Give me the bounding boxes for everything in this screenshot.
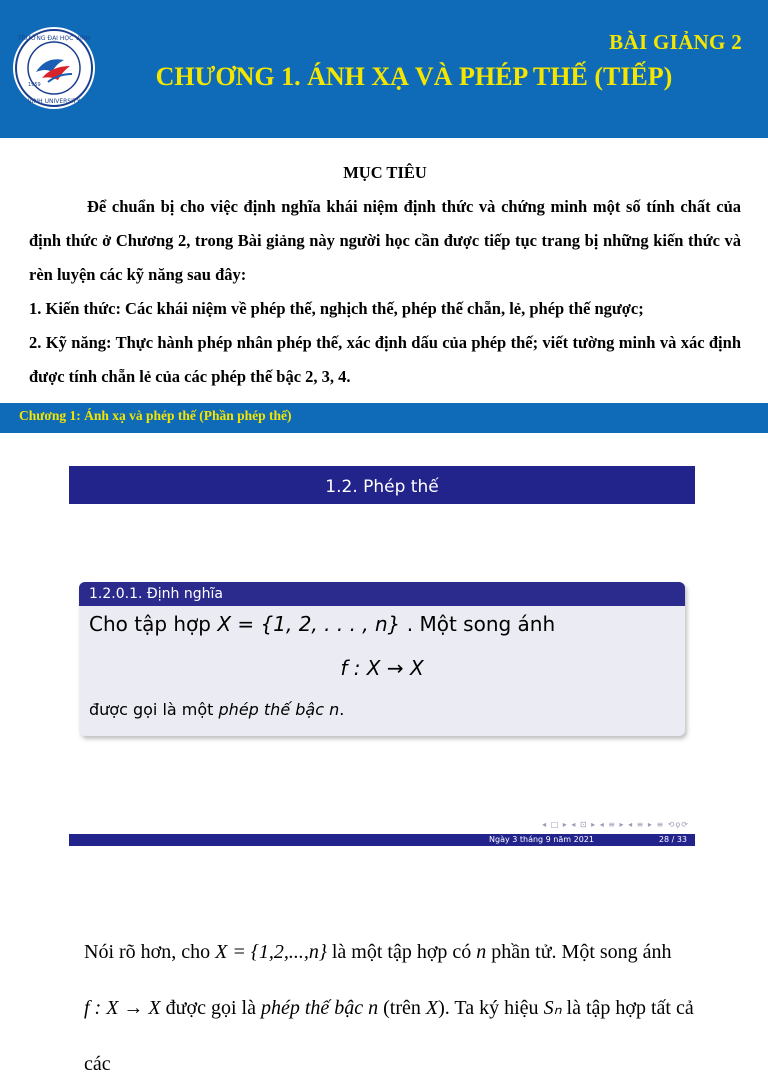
objectives-section (29, 160, 741, 394)
definition-text: Cho tập hợp (89, 612, 218, 636)
definition-line-2 (79, 656, 685, 680)
body-text: là tập hợp tất cả các (84, 997, 694, 1075)
definition-text: được gọi là một (89, 700, 219, 719)
svg-text:TRƯỜNG ĐẠI HỌC VINH: TRƯỜNG ĐẠI HỌC VINH (17, 35, 91, 42)
section-strip: Chương 1: Ánh xạ và phép thế (Phần phép thế) (0, 403, 768, 433)
slide-image (69, 466, 695, 848)
defined-term: phép thế bậc n (260, 997, 379, 1019)
defined-term: phép thế bậc n (218, 700, 340, 719)
slide-page-number: 28 / 33 (658, 835, 687, 844)
beamer-nav-icons: ◂ □ ▸ ◂ ⊡ ▸ ◂ ≡ ▸ ◂ ≡ ▸ ≡ ⟲ϙ⟳ (542, 820, 689, 829)
objectives-heading: MỤC TIÊU (343, 163, 427, 182)
slide-date: Ngày 3 tháng 9 năm 2021 (489, 835, 594, 844)
definition-line-1 (89, 612, 555, 636)
definition-text: . (339, 700, 345, 719)
svg-text:VINH UNIVERSITY: VINH UNIVERSITY (27, 98, 81, 105)
slide-title: 1.2. Phép thế (69, 466, 695, 504)
objective-knowledge: 1. Kiến thức: Các khái niệm về phép thế, nghịch thế, phép thế chẵn, lẻ, phép thế ngược; (29, 299, 644, 318)
chapter-title: CHƯƠNG 1. ÁNH XẠ VÀ PHÉP THẾ (TIẾP) (155, 62, 673, 91)
lecture-number: BÀI GIẢNG 2 (609, 30, 742, 54)
slide-footer (69, 834, 695, 846)
objective-skills: 2. Kỹ năng: Thực hành phép nhân phép thế, xác định dấu của phép thế; viết tường minh và xác định được tính chẵn lẻ của các phép thế bậc 2, 3, 4. (29, 333, 741, 386)
body-paragraph (84, 924, 706, 1092)
body-text: được gọi là (160, 997, 261, 1019)
set-formula: X = {1, 2, . . . , n} (217, 612, 401, 636)
set-formula: X = {1,2,...,n} (215, 941, 327, 963)
svg-text:1959: 1959 (28, 82, 41, 88)
body-line-2 (84, 980, 706, 1092)
body-line-1 (84, 924, 706, 980)
body-text: là một tập hợp có (326, 941, 477, 963)
definition-line-3 (89, 700, 344, 719)
variable-x: X (425, 997, 439, 1019)
definition-block-title: 1.2.0.1. Định nghĩa (79, 582, 685, 606)
map-formula: f : X → X (84, 997, 161, 1019)
body-text: Nói rõ hơn, cho (84, 941, 216, 963)
header-banner (0, 0, 768, 138)
map-formula: f : X → X (340, 656, 424, 680)
body-text: ). Ta ký hiệu (438, 997, 544, 1019)
body-text: (trên (378, 997, 426, 1019)
symbol-sn: Sₙ (543, 997, 562, 1019)
definition-text: . Một song ánh (400, 612, 556, 636)
body-text: phần tử. Một song ánh (486, 941, 672, 963)
variable-n: n (476, 941, 487, 963)
definition-block (79, 582, 685, 736)
objectives-paragraph: Để chuẩn bị cho việc định nghĩa khái niệm định thức và chứng minh một số tính chất của định thức ở Chương 2, trong Bài giảng này người học cần được tiếp tục trang bị những kiến thức và rèn luyện các kỹ năng sau đây: (29, 197, 741, 284)
